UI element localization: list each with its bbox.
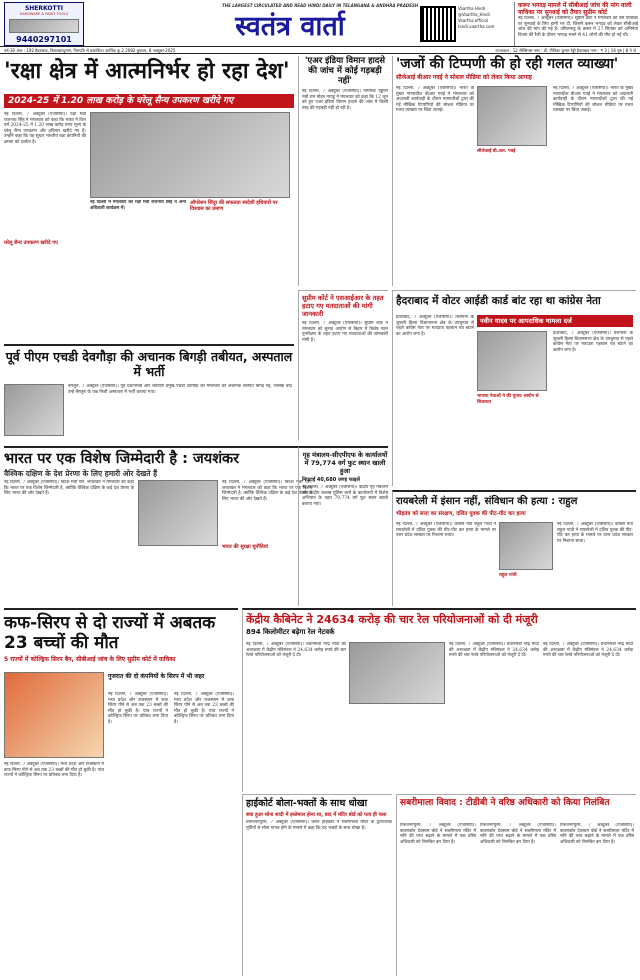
story-devegowda bbox=[4, 344, 294, 444]
fraud-subhead: बचा हुआ सोना शादी में इस्तेमाल होना था, बाद में मंदिर बोर्ड को पता ही चला bbox=[246, 812, 387, 818]
story-sir bbox=[298, 290, 388, 440]
dateline-bar bbox=[0, 46, 640, 54]
lead-story bbox=[4, 59, 294, 340]
jaishankar-photo bbox=[138, 480, 218, 546]
dateline-left: वर्ष-30 अंक : 192 हैदराबाद, विशाखापट्टणम, तिरुपति से प्रकाशित। कार्तिक कृ.2 2082 बुधवार, 8 अक्टूबर-2025 bbox=[4, 48, 176, 53]
lead-quote: ऑपरेशन सिंदूर की सफलता स्वदेशी हथियारों पर विश्वास का प्रमाण bbox=[190, 200, 278, 212]
hyderabad-photo bbox=[477, 331, 547, 391]
qr-code bbox=[420, 6, 456, 42]
air-india-headline: 'एअर इंडिया विमान हादसे की जांच में कोई गड़बड़ी नहीं' bbox=[304, 56, 386, 86]
lead-photo bbox=[90, 112, 290, 198]
home-ministry-body: नई दिल्ली, 7 अक्टूबर (एजेंसियां)। केंद्रीय गृह मंत्रालय और केंद्रीय सशस्त्र पुलिस बलों के कार्यालयों में विशेष अभियान के तहत 79,774 वर्ग फुट स्थान खाली कराया गया। bbox=[302, 485, 388, 507]
story-hyderabad bbox=[392, 290, 636, 486]
raebareli-caption: राहुल गांधी bbox=[499, 573, 517, 578]
raebareli-body-col2: नई दिल्ली, 7 अक्टूबर (एजेंसियां)। कांग्रेस नेता राहुल गांधी ने रायबरेली में दलित युवक की पीट-पीट कर हत्या के मामले पर उत्तर प्रदेश सरकार पर निशाना साधा। bbox=[557, 522, 633, 544]
social-youtube[interactable]: Vaartha official bbox=[458, 18, 488, 23]
cji-body-col2: नई दिल्ली, 7 अक्टूबर (एजेंसियां)। भारत के मुख्य न्यायाधीश बीआर गवई ने मंगलवार को अदालती कार्यवाही के दौरान न्यायाधीशों द्वारा की गई मौखिक टिप्पणियों की सोशल मीडिया पर गलत व्याख्या पर चिंता जताई। bbox=[553, 86, 633, 114]
story-sabarimala bbox=[396, 794, 636, 976]
jaishankar-headline: भारत पर एक विशेष जिम्मेदारी है : जयशंकर bbox=[4, 451, 240, 467]
cabinet-photo bbox=[349, 642, 445, 704]
sir-body: नई दिल्ली, 7 अक्टूबर (एजेंसियां)। सुप्रीम कोर्ट ने मंगलवार को चुनाव आयोग से बिहार में विशेष गहन पुनरीक्षण के तहत हटाए गए मतदाताओं की जानकारी मांगी है। bbox=[302, 321, 388, 343]
lead-subhead: 2024-25 में 1.20 लाख करोड़ के घरेलू सैन्य उपकरण खरीदे गए bbox=[4, 94, 294, 108]
sabarimala-body-col1: तिरुवनंतपुरम, 7 अक्टूबर (एजेंसियां)। त्रावणकोर देवस्वम बोर्ड ने सबरीमाला मंदिर में सोने की परत चढ़ाने के मामले में एक वरिष्ठ अधिकारी को निलंबित कर दिया है। bbox=[400, 823, 476, 845]
lead-box-label: घरेलू सैन्य उपकरण खरीदे गए bbox=[4, 240, 58, 246]
syrup-body-col3: नई दिल्ली, 7 अक्टूबर (एजेंसियां)। मध्य प्रदेश और राजस्थान में कफ सिरप पीने से अब तक 23 बच्चों की मौत हो चुकी है। पांच राज्यों ने कोल्ड्रिफ सिरप पर प्रतिबंध लगा दिया है। bbox=[4, 762, 104, 779]
jaishankar-box: भारत की सुरक्षा चुनौतियां bbox=[222, 544, 268, 550]
hyderabad-box: नवीन यादव पर आपराधिक मामला दर्ज bbox=[477, 315, 633, 327]
sir-headline: सुप्रीम कोर्ट ने एसआईआर के तहत हटाए गए मतदाताओं की मांगी जानकारी bbox=[302, 294, 384, 318]
story-karur bbox=[514, 2, 638, 46]
lead-caption: नई दिल्ली में मंगलवार को रक्षा मंत्री राजनाथ सिंह व अन्य अधिकारी कार्यक्रम में। bbox=[90, 200, 186, 211]
lead-body-col1: नई दिल्ली, 7 अक्टूबर (एजेंसियां)। रक्षा मंत्री राजनाथ सिंह ने मंगलवार को कहा कि भारत ने वित्त वर्ष 2024-25 में 1.20 लाख करोड़ रुपए मूल्य के घरेलू सैन्य उपकरण और हथियार खरीदे गए हैं। उन्होंने कहा कि यह सुधार भारतीय रक्षा कंपनियों की क्षमता को दर्शाता है। bbox=[4, 112, 86, 145]
devegowda-photo bbox=[4, 384, 64, 436]
syrup-box: गुजरात की दो कंपनियों के सिरप में भी जहर bbox=[108, 673, 205, 680]
hyderabad-caption: भाजपा नेताओं ने की चुनाव आयोग से शिकायत bbox=[477, 394, 539, 405]
left-ad bbox=[4, 2, 84, 46]
syrup-illustration bbox=[4, 672, 104, 758]
story-home-ministry bbox=[298, 446, 388, 606]
raebareli-photo bbox=[499, 522, 553, 570]
cji-headline: 'जजों की टिप्पणी की हो रही गलत व्याख्या' bbox=[396, 56, 619, 72]
hyderabad-body-col2: हैदराबाद, 7 अक्टूबर (एजेंसियां)। तेलंगाना के जुबली हिल्स विधानसभा क्षेत्र के उपचुनाव से पहले कांग्रेस नेता पर मतदाता पहचान पत्र बांटने का आरोप लगा है। bbox=[553, 331, 633, 353]
cabinet-body-col2: नई दिल्ली, 7 अक्टूबर (एजेंसियां)। प्रधानमंत्री नरेंद्र मोदी की अध्यक्षता में केंद्रीय मंत्रिमंडल ने 24,634 करोड़ रुपये की चार रेलवे परियोजनाओं को मंजूरी दे दी। bbox=[449, 642, 539, 659]
karur-body: नई दिल्ली, 7 अक्टूबर (एजेंसियां)। सुप्रीम कोर्ट ने मंगलवार को उस याचिका पर सुनवाई के लिए हामी भर दी, जिसमें करूर भगदड़ को लेकर सीबीआई जांच की मांग की गई है। तमिलनाडु के करूर में 27 सितंबर को अभिनेता विजय की रैली के दौरान भगदड़ मचने से 41 लोगों की मौत हो गई थी। bbox=[518, 16, 638, 38]
fraud-body: तिरुवनंतपुरम, 7 अक्टूबर (एजेंसियां)। केरल हाईकोर्ट ने सबरीमाला मंदिर के द्वारपालक मूर्तियों से सोना गायब होने के मामले में कहा कि यह भक्तों के साथ धोखा है। bbox=[246, 820, 392, 831]
sabarimala-body-col3: तिरुवनंतपुरम, 7 अक्टूबर (एजेंसियां)। त्रावणकोर देवस्वम बोर्ड ने सबरीमाला मंदिर में सोने की परत चढ़ाने के मामले में एक वरिष्ठ अधिकारी को निलंबित कर दिया है। bbox=[560, 823, 634, 845]
social-facebook[interactable]: Vaartha Hindi bbox=[458, 6, 486, 11]
fraud-headline: हाईकोर्ट बोला-भक्तों के साथ धोखा bbox=[246, 798, 368, 809]
story-raebareli bbox=[392, 490, 636, 606]
story-fraud bbox=[242, 794, 392, 976]
jaishankar-body: नई दिल्ली, 7 अक्टूबर (एजेंसियां)। विदेश मंत्री एस. जयशंकर ने मंगलवार को कहा कि भारत पर एक विशेष जिम्मेदारी है, क्योंकि वैश्विक दक्षिण के कई देश प्रेरणा के लिए भारत की ओर देखते हैं। bbox=[4, 480, 134, 497]
ad-phone: 9440297101 bbox=[16, 35, 72, 44]
cabinet-body-col3: नई दिल्ली, 7 अक्टूबर (एजेंसियां)। प्रधानमंत्री नरेंद्र मोदी की अध्यक्षता में केंद्रीय मंत्रिमंडल ने 24,634 करोड़ रुपये की चार रेलवे परियोजनाओं को मंजूरी दे दी। bbox=[543, 642, 633, 659]
cabinet-headline: केंद्रीय कैबिनेट ने 24634 करोड़ की चार रेल परियोजनाओं को दी मंजूरी bbox=[246, 613, 538, 626]
syrup-subhead: 5 राज्यों में कोल्ड्रिफ सिरप बैन, सीबीआई जांच के लिए सुप्रीम कोर्ट में याचिका bbox=[4, 656, 176, 663]
raebareli-headline: रायबरेली में इंसान नहीं, संविधान की हत्या : राहुल bbox=[396, 496, 578, 507]
ad-sub: HARDWARE & PAINT TOOLS bbox=[19, 12, 69, 16]
story-syrup bbox=[4, 608, 238, 976]
air-india-body: नई दिल्ली, 7 अक्टूबर (एजेंसियां)। नागरिक उड्डयन मंत्री राम मोहन नायडू ने मंगलवार को कहा कि 12 जून को हुए एअर इंडिया विमान हादसे की जांच में किसी तरह की गड़बड़ी नहीं हो रही है। bbox=[302, 89, 388, 111]
devegowda-headline: पूर्व पीएम एचडी देवगौड़ा की अचानक बिगड़ी तबीयत, अस्पताल में भर्ती bbox=[5, 349, 293, 379]
hyderabad-headline: हैदराबाद में वोटर आईडी कार्ड बांट रहा था कांग्रेस नेता bbox=[396, 295, 601, 307]
ad-brand: SHERKOTTI bbox=[24, 5, 64, 12]
hyderabad-body-col1: हैदराबाद, 7 अक्टूबर (एजेंसियां)। तेलंगाना के जुबली हिल्स विधानसभा क्षेत्र के उपचुनाव से पहले कांग्रेस नेता पर मतदाता पहचान पत्र बांटने का आरोप लगा है। bbox=[396, 315, 474, 337]
social-links bbox=[458, 6, 514, 30]
social-twitter[interactable]: @Vaartha_Hindi bbox=[458, 12, 490, 17]
social-web[interactable]: hindi.vaartha.com bbox=[458, 24, 495, 29]
sabarimala-headline: सबरीमाला विवाद : टीडीबी ने वरिष्ठ अधिकारी को किया निलंबित bbox=[400, 798, 610, 808]
home-ministry-headline: गृह मंत्रालय-सीएपीएफ के कार्यालयों में 79,774 वर्ग फुट स्थान खाली हुआ bbox=[302, 451, 388, 475]
karur-headline: करूर भगदड़ मामले में सीबीआई जांच की मांग वाली याचिका पर सुनवाई को तैयार सुप्रीम कोर्ट bbox=[518, 2, 632, 16]
cji-body-col1: नई दिल्ली, 7 अक्टूबर (एजेंसियां)। भारत के मुख्य न्यायाधीश बीआर गवई ने मंगलवार को अदालती कार्यवाही के दौरान न्यायाधीशों द्वारा की गई मौखिक टिप्पणियों की सोशल मीडिया पर गलत व्याख्या पर चिंता जताई। bbox=[396, 86, 474, 114]
cji-subhead: सीजेआई बीआर गवई ने सोशल मीडिया को लेकर किया आगाह bbox=[396, 74, 532, 81]
cji-photo bbox=[477, 86, 547, 146]
story-cji bbox=[392, 56, 636, 286]
cabinet-subhead: 894 किलोमीटर बढ़ेगा रेल नेटवर्क bbox=[246, 628, 335, 636]
lead-headline: 'रक्षा क्षेत्र में आत्मनिर्भर हो रहा देश' bbox=[4, 59, 290, 84]
masthead-tagline: THE LARGEST CIRCULATED AND READ HINDI DAILY IN TELANGANA & ANDHRA PRADESH bbox=[222, 3, 419, 8]
ad-tools-image bbox=[9, 19, 79, 33]
jaishankar-subhead: वैश्विक दक्षिण के देश प्रेरणा के लिए हमारी ओर देखते हैं bbox=[4, 469, 158, 478]
sabarimala-body-col2: तिरुवनंतपुरम, 7 अक्टूबर (एजेंसियां)। त्रावणकोर देवस्वम बोर्ड ने सबरीमाला मंदिर में सोने की परत चढ़ाने के मामले में एक वरिष्ठ अधिकारी को निलंबित कर दिया है। bbox=[480, 823, 556, 845]
story-cabinet bbox=[242, 608, 636, 792]
syrup-body-col2: नई दिल्ली, 7 अक्टूबर (एजेंसियां)। मध्य प्रदेश और राजस्थान में कफ सिरप पीने से अब तक 23 बच्चों की मौत हो चुकी है। पांच राज्यों ने कोल्ड्रिफ सिरप पर प्रतिबंध लगा दिया है। bbox=[174, 692, 234, 725]
devegowda-body: बेंगलुरु, 7 अक्टूबर (एजेंसियां)। पूर्व प्रधानमंत्री और जेडीएस प्रमुख एचडी देवगौड़ा की मंगलवार को अचानक तबीयत बिगड़ गई, जिसके बाद उन्हें बेंगलुरु के एक निजी अस्पताल में भर्ती कराया गया। bbox=[68, 384, 292, 395]
cabinet-body-col1: नई दिल्ली, 7 अक्टूबर (एजेंसियां)। प्रधानमंत्री नरेंद्र मोदी की अध्यक्षता में केंद्रीय मंत्रिमंडल ने 24,634 करोड़ रुपये की चार रेलवे परियोजनाओं को मंजूरी दे दी। bbox=[246, 642, 346, 659]
newspaper-logo: स्वतंत्र वार्ता bbox=[235, 11, 345, 42]
jaishankar-body-col2: नई दिल्ली, 7 अक्टूबर (एजेंसियां)। विदेश मंत्री एस. जयशंकर ने मंगलवार को कहा कि भारत पर एक विशेष जिम्मेदारी है, क्योंकि वैश्विक दक्षिण के कई देश प्रेरणा के लिए भारत की ओर देखते हैं। bbox=[222, 480, 312, 502]
home-ministry-subhead: निपटाई 40,680 जगह फाइलें bbox=[302, 477, 360, 483]
cji-caption: सीजेआई बी.आर. गवई bbox=[477, 149, 516, 154]
syrup-headline: कफ-सिरप से दो राज्यों में अबतक 23 बच्चों की मौत bbox=[4, 613, 216, 653]
story-air-india bbox=[298, 56, 388, 286]
syrup-body-col1: नई दिल्ली, 7 अक्टूबर (एजेंसियां)। मध्य प्रदेश और राजस्थान में कफ सिरप पीने से अब तक 23 बच्चों की मौत हो चुकी है। पांच राज्यों ने कोल्ड्रिफ सिरप पर प्रतिबंध लगा दिया है। bbox=[108, 692, 168, 725]
raebareli-subhead: भीड़तंत्र को सत्ता का संरक्षण, दलित युवक की पीट-पीट कर हत्या bbox=[396, 511, 526, 517]
dateline-right: उज्जवाल : 12 सेल्सियस नगर : डी. गीतिका कुमार रेड्डी हैदराबाद नगर : ₹ 3 | 16 पृष्ठ | 8 पे जे bbox=[495, 48, 636, 53]
raebareli-body-col1: नई दिल्ली, 7 अक्टूबर (एजेंसियां)। कांग्रेस नेता राहुल गांधी ने रायबरेली में दलित युवक की पीट-पीट कर हत्या के मामले पर उत्तर प्रदेश सरकार पर निशाना साधा। bbox=[396, 522, 496, 539]
